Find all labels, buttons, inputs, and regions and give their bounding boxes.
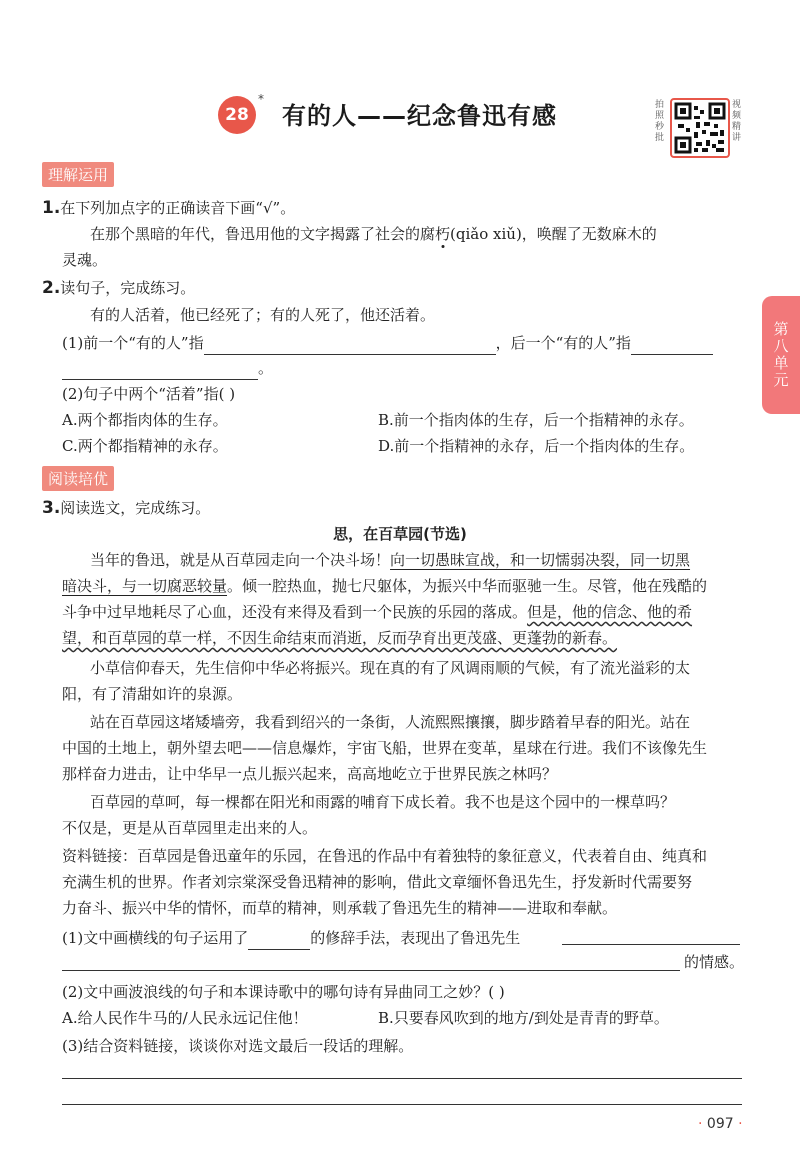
qr-code-icon[interactable] [670, 98, 730, 158]
qr-caption-left: 拍照秒批 [655, 100, 665, 143]
passage-p4-line1: 百草园的草呵，每一棵都在阳光和雨露的哺育下成长着。我不也是这个园中的一棵草吗？ [90, 793, 676, 811]
p1-text: 当年的鲁迅，就是从百草园走向一个决斗场！ [90, 551, 391, 569]
q2-option-c[interactable]: C.两个都指精神的永存。 [62, 437, 228, 455]
q1-sentence-a: 在那个黑暗的年代，鲁迅用他的文字揭露了社会的腐 [90, 225, 436, 243]
q3-sub2-option-a[interactable]: A.给人民作牛马的/人民永远记住他！ [62, 1009, 308, 1027]
unit-side-tab [762, 296, 800, 414]
q2-prompt-line [42, 276, 195, 300]
q3-sub1-end: 的情感。 [684, 953, 745, 971]
q3-sub2-option-b[interactable]: B.只要春风吹到的地方/到处是青青的野草。 [378, 1009, 669, 1027]
q3-prompt-line [42, 496, 210, 520]
q1-prompt-line [42, 196, 295, 220]
q2-sub1-a: (1)前一个“有的人”指 [62, 334, 204, 352]
resource-link-line1: 资料链接：百草园是鲁迅童年的乐园，在鲁迅的作品中有着独特的象征意义，代表着自由、纯真和 [62, 847, 708, 865]
passage-p3-line2: 中国的土地上，朝外望去吧——信息爆炸，宇宙飞船，世界在变革，星球在行进。我们不该像先生 [62, 739, 708, 757]
q1-number: 1. [42, 198, 61, 218]
optional-lesson-star: * [258, 92, 264, 106]
page-number-value: 097 [706, 1116, 734, 1132]
q2-number: 2. [42, 278, 61, 298]
q2-option-b[interactable]: B.前一个指肉体的生存，后一个指精神的永存。 [378, 411, 694, 429]
p1-text-2: 。倾一腔热血，抛七尺躯体，为振兴中华而驱驰一生。尽管，他在残酷的 [227, 577, 708, 595]
q3-sub2[interactable]: (2)文中画波浪线的句子和本课诗歌中的哪句诗有异曲同工之妙？( ) [62, 983, 505, 1001]
page-number: · 097 · [698, 1116, 743, 1132]
q2-sub1-blank1[interactable] [204, 336, 496, 355]
qr-caption-right: 视频精讲 [732, 100, 742, 143]
qr-code-pattern [672, 100, 728, 156]
section-tag-reading: 阅读培优 [42, 466, 114, 491]
q3-sub1-blank3[interactable] [62, 970, 680, 971]
resource-link-line3: 力奋斗、振兴中华的情怀，而草的精神，则承载了鲁迅先生的精神——进取和奉献。 [62, 899, 618, 917]
wavy-underlined-sentence: 但是，他的信念、他的希 [527, 603, 693, 621]
passage-p2-line2: 阳，有了清甜如许的泉源。 [62, 685, 243, 703]
straight-underlined-sentence-cont: 暗决斗，与一切腐恶较量 [62, 577, 228, 595]
passage-p1-line3 [62, 600, 692, 624]
q3-number: 3. [42, 498, 61, 518]
wavy-underlined-sentence-cont: 望，和百草园的草一样，不因生命结束而消逝，反而孕育出更茂盛、更蓬勃的新春。 [62, 629, 618, 647]
q2-sentence: 有的人活着，他已经死了；有的人死了，他还活着。 [90, 306, 436, 324]
section-tag-understand: 理解运用 [42, 162, 114, 187]
straight-underlined-sentence: 向一切愚昧宣战，和一切懦弱决裂，同一切黑 [390, 551, 691, 569]
answer-line-1[interactable] [62, 1078, 742, 1079]
passage-p2-line1: 小草信仰春天，先生信仰中华必将振兴。现在真的有了风调雨顺的气候，有了流光溢彩的太 [90, 659, 691, 677]
q3-sub3: (3)结合资料链接，谈谈你对选文最后一段话的理解。 [62, 1037, 414, 1055]
q2-prompt: 读句子，完成练习。 [60, 279, 196, 297]
q3-prompt: 阅读选文，完成练习。 [60, 499, 211, 517]
passage-p3-line1: 站在百草园这堵矮墙旁，我看到绍兴的一条街，人流熙熙攘攘，脚步踏着早春的阳光。站在 [90, 713, 691, 731]
q2-option-d[interactable]: D.前一个指精神的永存，后一个指肉体的生存。 [378, 437, 695, 455]
q1-sentence-line [90, 222, 657, 246]
q2-sub1-end: 。 [258, 359, 274, 377]
q2-sub2[interactable]: (2)句子中两个“活着”指( ) [62, 385, 236, 403]
q3-sub1-line [62, 926, 520, 950]
q3-sub1-blank1[interactable] [248, 931, 310, 950]
q2-sub1-b: ，后一个“有的人”指 [495, 334, 631, 352]
unit-side-tab-label: 第八单元 [771, 321, 790, 389]
answer-line-2[interactable] [62, 1104, 742, 1105]
q2-option-a[interactable]: A.两个都指肉体的生存。 [62, 411, 228, 429]
passage-p1-line2 [62, 574, 707, 598]
p1-text-3: 斗争中过早地耗尽了心血，还没有来得及看到一个民族的乐园的落成。 [62, 603, 528, 621]
resource-link-line2: 充满生机的世界。作者刘宗棠深受鲁迅精神的影响，借此文章缅怀鲁迅先生，抒发新时代需要努 [62, 873, 693, 891]
q3-sub1-b: 的修辞手法，表现出了鲁迅先生 [310, 929, 521, 947]
q1-prompt: 在下列加点字的正确读音下画“√”。 [60, 199, 296, 217]
q2-sub1-blank2[interactable] [631, 336, 713, 355]
q1-pinyin-choices[interactable]: (qiǎo xiǔ)，唤醒了无数麻木的 [450, 225, 657, 243]
q1-dotted-char: 朽 [435, 225, 451, 243]
q1-sentence-line2: 灵魂。 [62, 251, 108, 269]
passage-p1-line4 [62, 626, 617, 650]
q2-sub1-line [62, 331, 713, 355]
q3-sub1-a: (1)文中画横线的句子运用了 [62, 929, 249, 947]
q3-sub1-blank2[interactable] [562, 944, 740, 945]
passage-p3-line3: 那样奋力进击，让中华早一点儿振兴起来，高高地屹立于世界民族之林吗？ [62, 765, 558, 783]
passage-p1-line1 [90, 548, 690, 572]
lesson-number-badge: 28 [218, 96, 256, 134]
lesson-title: 有的人——纪念鲁迅有感 [282, 102, 557, 130]
q2-sub1-line2 [62, 356, 273, 380]
passage-p4-line2: 不仅是，更是从百草园里走出来的人。 [62, 819, 318, 837]
q2-sub1-blank3[interactable] [62, 361, 258, 380]
passage-title: 思，在百草园(节选) [333, 525, 467, 543]
